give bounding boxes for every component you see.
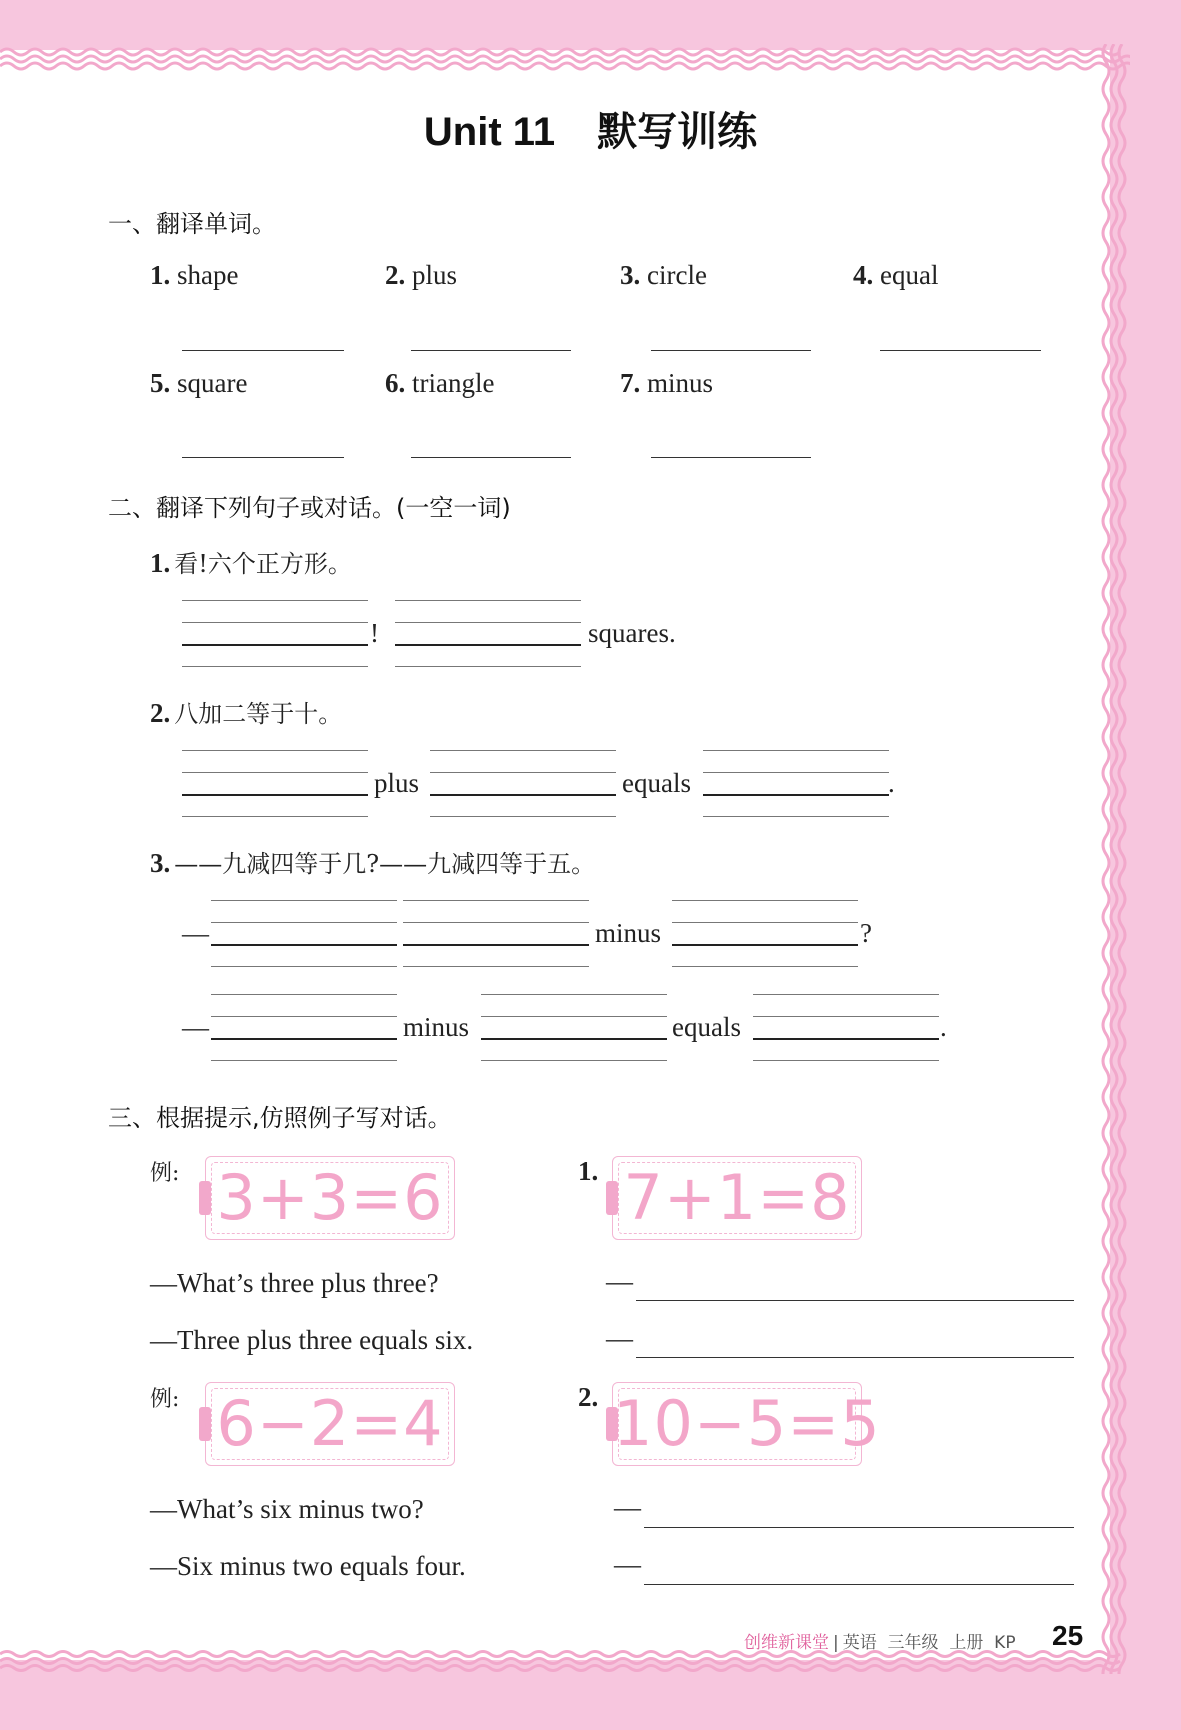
practice-1-answer-line[interactable] — [636, 1357, 1074, 1358]
q3-minus-1: minus — [595, 918, 662, 948]
vocab-item-3: 3. circle — [620, 260, 707, 290]
q1-exclamation: ! — [370, 618, 379, 648]
footer-series: 创维新课堂 | 英语 三年级 上册 KP — [744, 1633, 1016, 1653]
example-2-answer: —Six minus two equals four. — [150, 1551, 466, 1581]
writing-line-q2-c[interactable] — [703, 750, 889, 816]
sentence-2-prompt: 2. 八加二等于十。 — [150, 698, 343, 728]
q2-plus: plus — [374, 768, 420, 798]
writing-line-q3-d[interactable] — [211, 994, 397, 1060]
page-number: 25 — [1052, 1620, 1084, 1651]
equation-box-practice-2: 10−5=5 — [612, 1382, 862, 1466]
section-1-heading: 一、翻译单词。 — [108, 210, 276, 238]
page-title: Unit 11 默写训练 — [423, 110, 758, 154]
vocab-item-5: 5. square — [150, 368, 248, 398]
practice-1-dash-a: — — [606, 1323, 633, 1353]
writing-line-q3-e[interactable] — [481, 994, 667, 1060]
example-1-answer: —Three plus three equals six. — [150, 1325, 474, 1355]
wavy-border-right — [1098, 44, 1134, 1674]
section-3-heading: 三、根据提示,仿照例子写对话。 — [108, 1104, 452, 1132]
wavy-border-top — [0, 44, 1130, 72]
q3-period: . — [940, 1012, 947, 1042]
practice-1-question-line[interactable] — [636, 1300, 1074, 1301]
answer-line-5[interactable] — [182, 457, 344, 458]
practice-1-number: 1. — [578, 1156, 599, 1186]
writing-line-q1-a[interactable] — [182, 600, 368, 666]
q3-answer-dash: — — [182, 1012, 209, 1042]
answer-line-1[interactable] — [182, 350, 344, 351]
vocab-item-2: 2. plus — [385, 260, 458, 290]
writing-line-q2-a[interactable] — [182, 750, 368, 816]
q3-equals: equals — [672, 1012, 741, 1042]
example-1-question: —What’s three plus three? — [150, 1268, 439, 1298]
example-label-2: 例: — [150, 1387, 180, 1412]
q2-equals: equals — [622, 768, 691, 798]
practice-2-answer-line[interactable] — [644, 1584, 1074, 1585]
writing-line-q1-b[interactable] — [395, 600, 581, 666]
q3-minus-2: minus — [403, 1012, 470, 1042]
vocab-item-7: 7. minus — [620, 368, 714, 398]
vocab-item-6: 6. triangle — [385, 368, 495, 398]
answer-line-7[interactable] — [651, 457, 811, 458]
equation-box-example-2: 6−2=4 — [205, 1382, 455, 1466]
writing-line-q3-f[interactable] — [753, 994, 939, 1060]
answer-line-4[interactable] — [880, 350, 1041, 351]
sentence-1-prompt: 1. 看!六个正方形。 — [150, 548, 352, 578]
practice-2-question-line[interactable] — [644, 1527, 1074, 1528]
example-label-1: 例: — [150, 1161, 180, 1186]
writing-line-q2-b[interactable] — [430, 750, 616, 816]
q1-squares: squares. — [588, 618, 676, 648]
equation-box-example-1: 3+3=6 — [205, 1156, 455, 1240]
answer-line-6[interactable] — [411, 457, 571, 458]
answer-line-3[interactable] — [651, 350, 811, 351]
writing-line-q3-b[interactable] — [403, 900, 589, 966]
q2-period: . — [888, 768, 895, 798]
footer-brand: 创维新课堂 — [744, 1633, 829, 1653]
practice-1-dash-q: — — [606, 1266, 633, 1296]
writing-line-q3-a[interactable] — [211, 900, 397, 966]
section-2-heading: 二、翻译下列句子或对话。(一空一词) — [108, 494, 511, 522]
vocab-item-1: 1. shape — [150, 260, 239, 290]
practice-2-dash-q: — — [614, 1492, 641, 1522]
vocab-item-4: 4. equal — [853, 260, 939, 290]
practice-2-dash-a: — — [614, 1549, 641, 1579]
answer-line-2[interactable] — [411, 350, 571, 351]
example-2-question: —What’s six minus two? — [150, 1494, 424, 1524]
equation-box-practice-1: 7+1=8 — [612, 1156, 862, 1240]
q3-question-dash: — — [182, 918, 209, 948]
dialogue-3-prompt: 3. ——九减四等于几?——九减四等于五。 — [150, 848, 596, 878]
writing-line-q3-c[interactable] — [672, 900, 858, 966]
q3-question-mark: ? — [860, 918, 872, 948]
practice-2-number: 2. — [578, 1382, 599, 1412]
